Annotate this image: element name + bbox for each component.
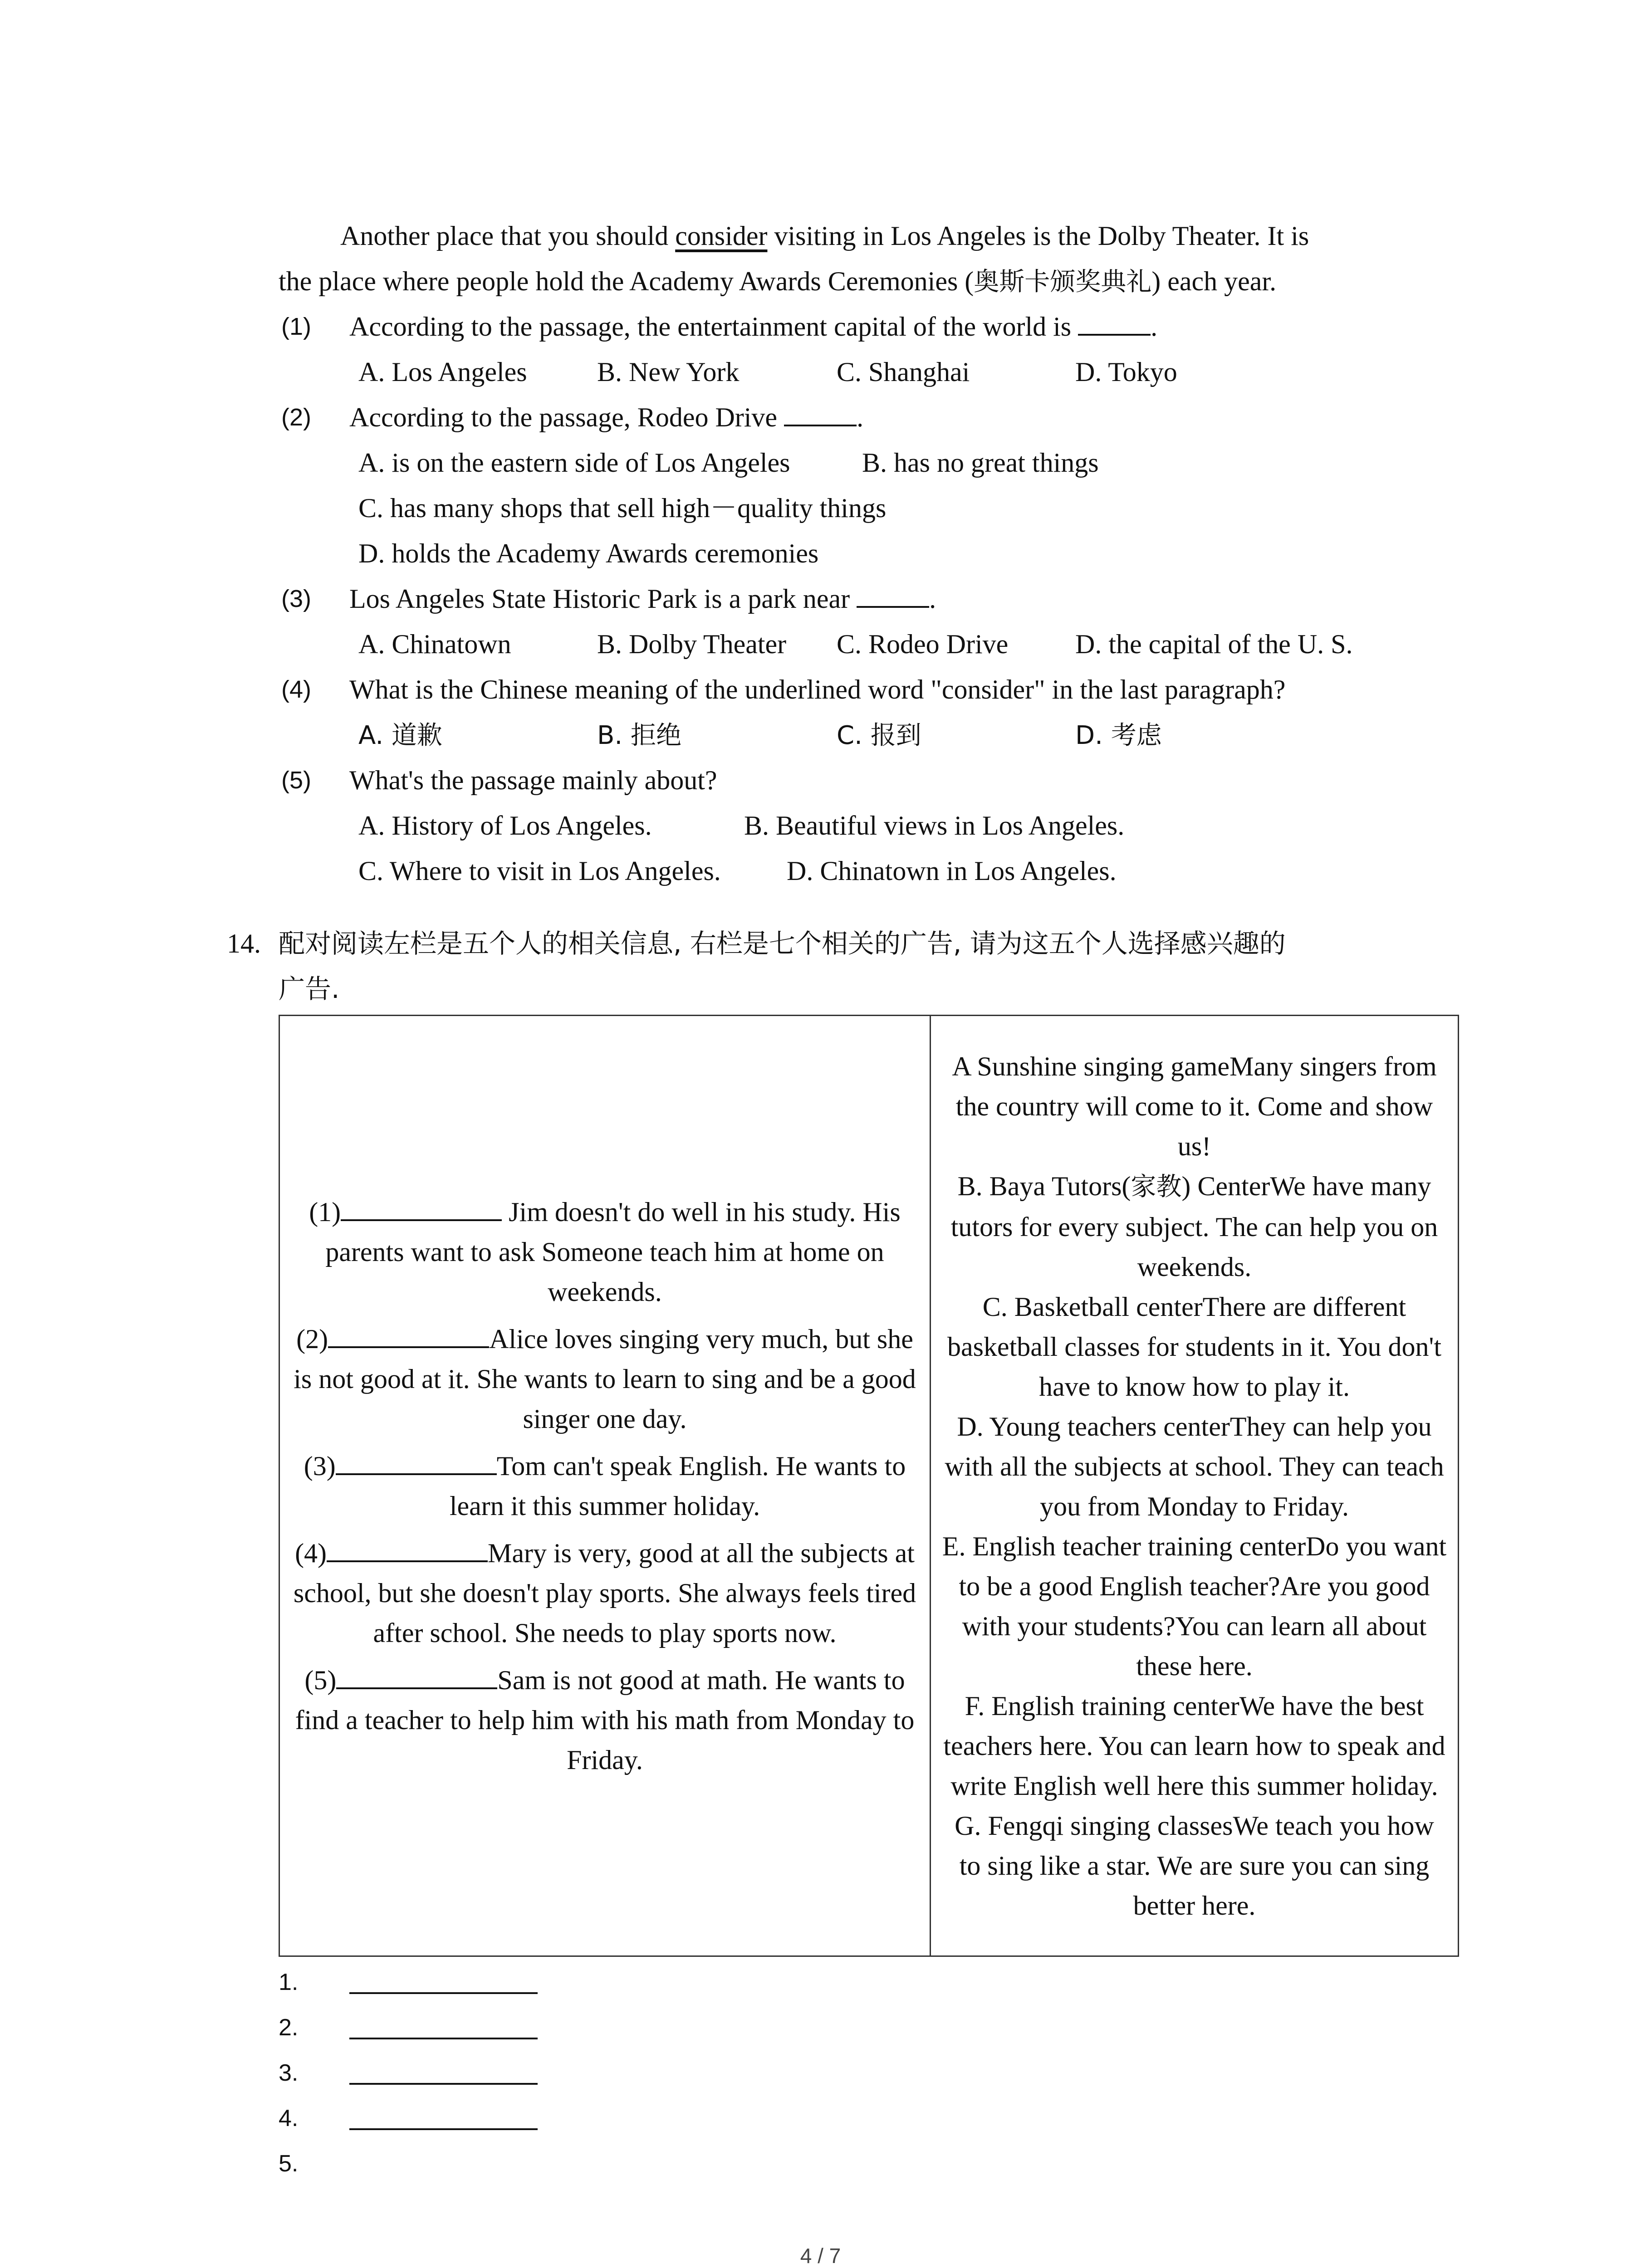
option-b[interactable]: B. has no great things	[862, 448, 1099, 478]
question-number: (4)	[281, 676, 311, 703]
intro-text: the place where people hold the Academy Awards Ceremonies (	[279, 266, 974, 296]
intro-line-1	[340, 218, 1309, 254]
option-c[interactable]: C. Where to visit in Los Angeles.	[358, 856, 721, 886]
answer-blank[interactable]	[328, 1321, 489, 1348]
option-d[interactable]: D. Tokyo	[1075, 357, 1177, 387]
answer-number: 3.	[279, 2060, 299, 2086]
question-stem: What is the Chinese meaning of the underlined word "consider" in the last paragraph?	[349, 675, 1286, 704]
option-a[interactable]: A. is on the eastern side of Los Angeles	[358, 448, 790, 478]
option-text: B. 拒绝	[597, 721, 682, 750]
question-number: (5)	[281, 767, 311, 794]
person-entry	[291, 1192, 919, 1312]
ad-entry: C. Basketball centerThere are different basketball classes for students in it. You don't have to know how to play it.	[947, 1291, 1442, 1402]
stem-end: .	[1151, 312, 1158, 342]
ad-entry: G. Fengqi singing classesWe teach you how to sing like a star. We are sure you can sing better here.	[955, 1810, 1434, 1921]
answer-blank[interactable]	[336, 1662, 497, 1689]
option-c[interactable]	[837, 717, 921, 754]
stem-text: Los Angeles State Historic Park is a park near	[349, 584, 850, 614]
ad-entry: D. Young teachers centerThey can help you with all the subjects at school. They can teach you from Monday to Friday.	[945, 1411, 1444, 1521]
answer-blank[interactable]	[327, 1535, 488, 1562]
option-b[interactable]: B. New York	[597, 357, 740, 387]
ad-cjk-text: 家教	[1131, 1172, 1182, 1202]
answer-number: 1.	[279, 1969, 299, 1995]
option-b[interactable]: B. Dolby Theater	[597, 629, 787, 659]
person-number: (4)	[295, 1538, 327, 1568]
option-a[interactable]: A. Chinatown	[358, 629, 511, 659]
option-b[interactable]	[597, 717, 681, 754]
answer-blank[interactable]	[1078, 308, 1151, 336]
person-entry	[291, 1319, 919, 1439]
option-d[interactable]: D. the capital of the U. S.	[1075, 629, 1353, 659]
person-text: Mary is very, good at all the subjects at school, but she doesn't play sports. She always feels tired after school. She needs to play sports now.	[293, 1538, 916, 1648]
underlined-word: consider	[675, 221, 768, 251]
people-column	[279, 1016, 931, 1956]
question-stem	[349, 308, 1157, 345]
answer-line[interactable]	[349, 2128, 538, 2130]
answer-line[interactable]	[349, 1992, 538, 1994]
answer-blank[interactable]	[784, 399, 857, 426]
answer-blank[interactable]	[857, 581, 929, 608]
answer-blank[interactable]	[336, 1448, 497, 1475]
option-a[interactable]: A. Los Angeles	[358, 357, 527, 387]
option-a[interactable]	[358, 717, 442, 754]
question-number: (3)	[281, 585, 311, 612]
person-entry	[291, 1533, 919, 1653]
option-c[interactable]: C. has many shops that sell high－quality things	[358, 493, 887, 523]
question-14-instruction: 广告.	[279, 973, 340, 1004]
answer-number: 5.	[279, 2151, 299, 2177]
option-b[interactable]: B. Beautiful views in Los Angeles.	[744, 811, 1125, 841]
option-text: D. 考虑	[1075, 721, 1162, 750]
question-14-instruction: 配对阅读左栏是五个人的相关信息, 右栏是七个相关的广告, 请为这五个人选择感兴趣的	[279, 928, 1286, 959]
option-d[interactable]	[1075, 717, 1162, 754]
answer-number: 4.	[279, 2105, 299, 2131]
person-text: Jim doesn't do well in his study. His parents want to ask Someone teach him at home on weekends.	[325, 1197, 901, 1307]
intro-text: Another place that you should	[340, 221, 676, 251]
answer-number: 2.	[279, 2014, 299, 2041]
matching-table	[279, 1015, 1459, 1957]
person-text: Alice loves singing very much, but she is not good at it. She wants to learn to sing and be a good singer one day.	[294, 1324, 916, 1434]
person-entry	[291, 1446, 919, 1526]
question-stem	[349, 399, 863, 435]
question-14-number: 14.	[227, 929, 261, 958]
stem-end: .	[929, 584, 936, 614]
stem-text: According to the passage, Rodeo Drive	[349, 402, 778, 432]
person-text: Sam is not good at math. He wants to find a teacher to help him with his math from Monday to Friday.	[295, 1665, 915, 1775]
person-number: (3)	[304, 1451, 336, 1481]
ad-entry: A Sunshine singing gameMany singers from the country will come to it. Come and show us!	[952, 1051, 1437, 1161]
ad-entry	[942, 1166, 1447, 1287]
question-number: (1)	[281, 313, 311, 340]
intro-text: visiting in Los Angeles is the Dolby Theater. It is	[767, 221, 1309, 251]
option-c[interactable]: C. Rodeo Drive	[837, 629, 1009, 659]
option-a[interactable]: A. History of Los Angeles.	[358, 811, 652, 841]
question-number: (2)	[281, 404, 311, 431]
option-d[interactable]: D. holds the Academy Awards ceremonies	[358, 538, 819, 568]
ads-column	[931, 1016, 1459, 1956]
person-number: (2)	[296, 1324, 328, 1354]
person-number: (1)	[309, 1197, 341, 1227]
answer-blank[interactable]	[341, 1194, 502, 1221]
option-text: C. 报到	[837, 721, 921, 750]
question-stem	[349, 581, 936, 617]
intro-line-2	[279, 263, 1276, 300]
ad-entry: E. English teacher training centerDo you want to be a good English teacher?Are you good with your students?You can learn all about these here.	[942, 1531, 1447, 1681]
person-text: Tom can't speak English. He wants to learn it this summer holiday.	[449, 1451, 906, 1521]
option-d[interactable]: D. Chinatown in Los Angeles.	[787, 856, 1117, 886]
answer-line[interactable]	[349, 2083, 538, 2085]
person-entry	[291, 1660, 919, 1780]
ad-entry: F. English training centerWe have the best teachers here. You can learn how to speak and write English well here this summer holiday.	[943, 1691, 1445, 1801]
stem-text: According to the passage, the entertainment capital of the world is	[349, 312, 1072, 342]
intro-cjk-text: 奥斯卡颁奖典礼	[974, 267, 1152, 297]
ad-text: B. Baya Tutors(	[957, 1171, 1131, 1201]
option-text: A. 道歉	[358, 721, 442, 750]
stem-end: .	[857, 402, 864, 432]
ad-text: ) CenterWe have many tutors for every subject. The can help you on weekends.	[950, 1171, 1438, 1282]
person-number: (5)	[304, 1665, 337, 1695]
option-c[interactable]: C. Shanghai	[837, 357, 970, 387]
page-number: 4 / 7	[800, 2244, 841, 2268]
intro-text: ) each year.	[1151, 266, 1277, 296]
answer-line[interactable]	[349, 2038, 538, 2039]
question-stem: What's the passage mainly about?	[349, 765, 717, 795]
